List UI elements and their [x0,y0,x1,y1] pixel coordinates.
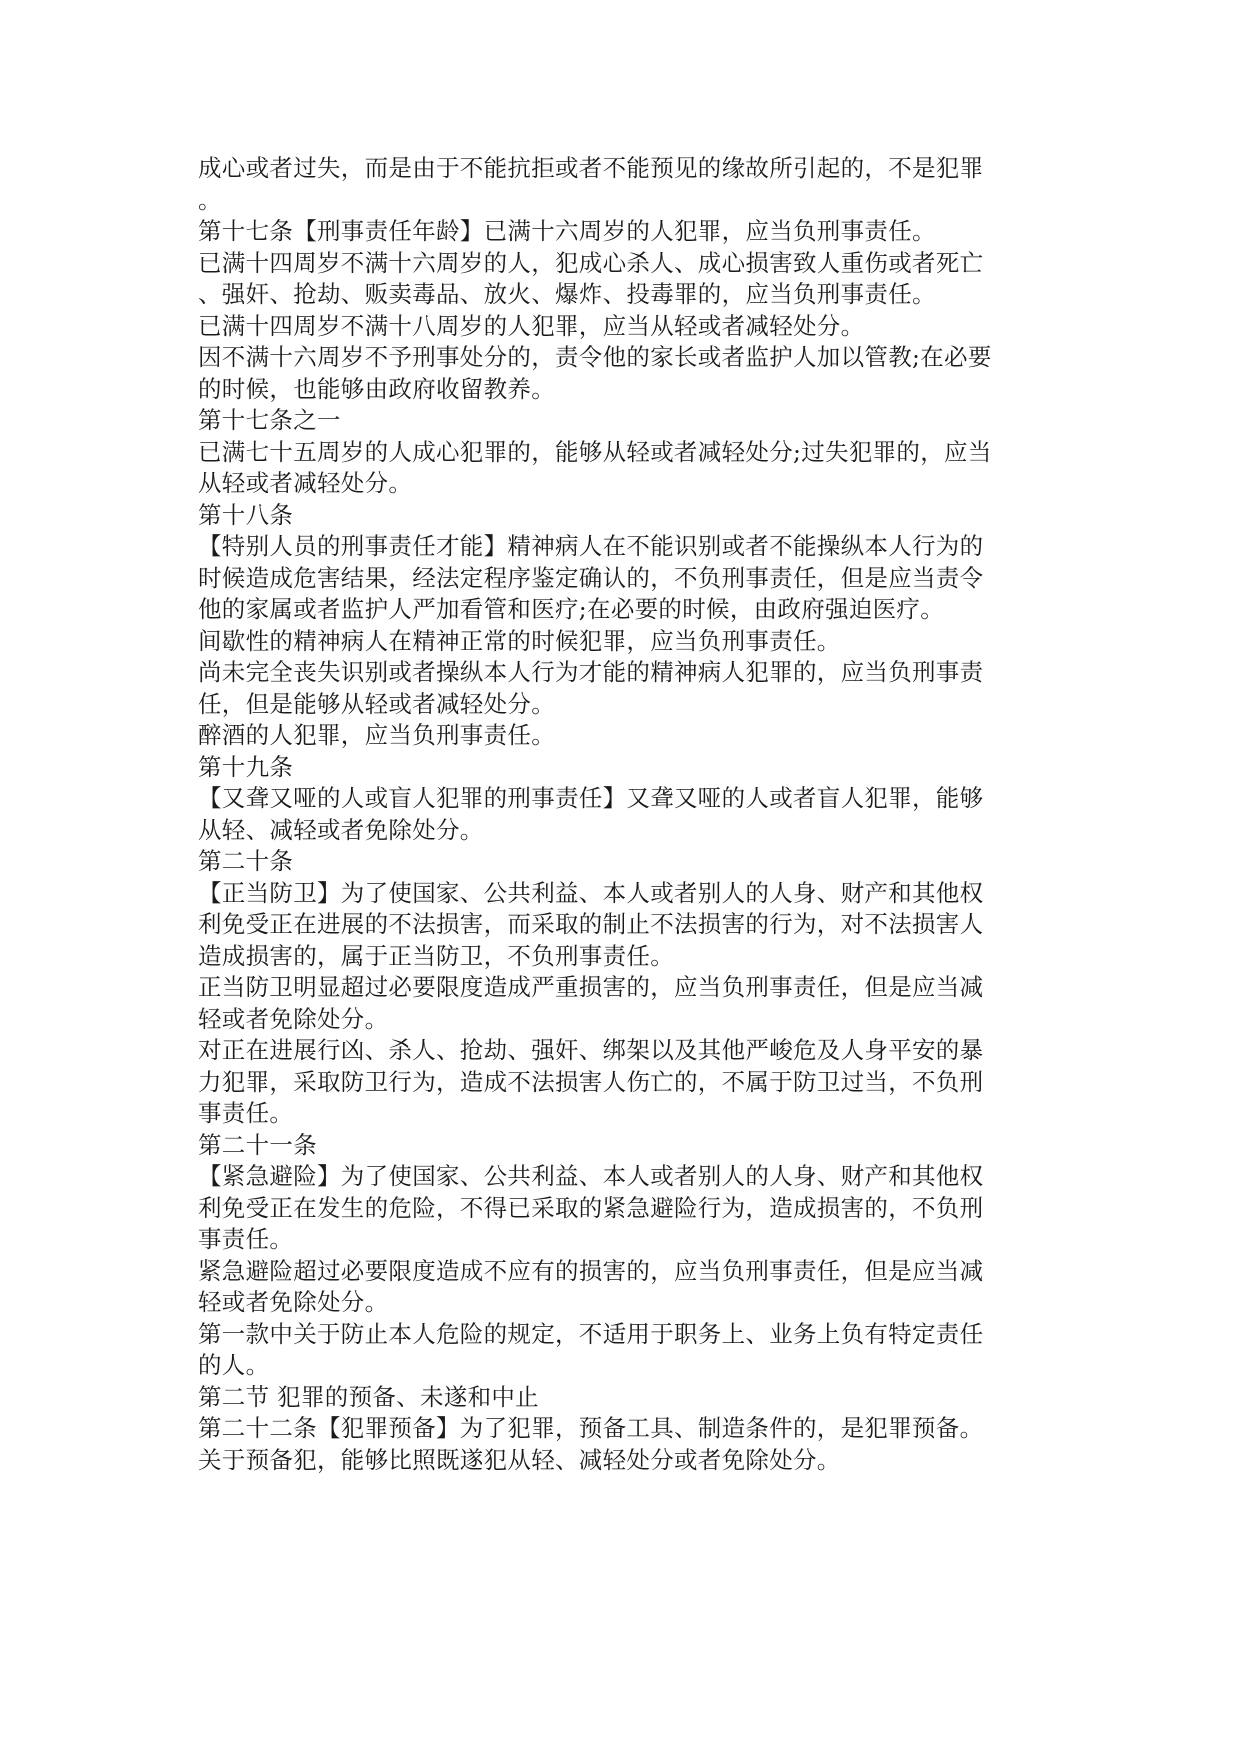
article-heading: 第二十二条【犯罪预备】为了犯罪，预备工具、制造条件的，是犯罪预备。 [198,1414,984,1442]
text-line: 【特别人员的刑事责任才能】精神病人在不能识别或者不能操纵本人行为的 [198,532,984,560]
text-line: 对正在进展行凶、杀人、抢劫、强奸、绑架以及其他严峻危及人身平安的暴 [198,1036,984,1064]
text-line: 关于预备犯，能够比照既遂犯从轻、减轻处分或者免除处分。 [198,1445,841,1474]
text-line: 轻或者免除处分。 [198,1288,389,1316]
article-heading: 第二十条 [198,847,294,875]
text-line: 事责任。 [198,1225,294,1253]
text-line: 轻或者免除处分。 [198,1004,389,1033]
text-line: 他的家属或者监护人严加看管和医疗;在必要的时候，由政府强迫医疗。 [198,595,945,623]
text-line: 事责任。 [198,1099,294,1127]
text-line: 从轻、减轻或者免除处分。 [198,815,484,844]
text-line: 紧急避险超过必要限度造成不应有的损害的，应当负刑事责任，但是应当减 [198,1256,984,1285]
text-line: 尚未完全丧失识别或者操纵本人行为才能的精神病人犯罪的，应当负刑事责 [198,658,984,686]
article-heading: 第十八条 [198,500,294,529]
article-heading: 第十九条 [198,752,294,781]
text-line: 成心或者过失，而是由于不能抗拒或者不能预见的缘故所引起的，不是犯罪 [198,154,984,182]
text-line: 【又聋又哑的人或盲人犯罪的刑事责任】又聋又哑的人或者盲人犯罪，能够 [198,784,984,812]
text-line: 间歇性的精神病人在精神正常的时候犯罪，应当负刑事责任。 [198,626,841,655]
section-heading: 第二节 犯罪的预备、未遂和中止 [198,1382,539,1411]
text-line: 从轻或者减轻处分。 [198,469,413,497]
text-line: 的人。 [198,1351,270,1379]
text-line: 、强奸、抢劫、贩卖毒品、放火、爆炸、投毒罪的，应当负刑事责任。 [198,280,936,308]
text-line: 力犯罪，采取防卫行为，造成不法损害人伤亡的，不属于防卫过当，不负刑 [198,1067,984,1096]
text-line: 【正当防卫】为了使国家、公共利益、本人或者别人的人身、财产和其他权 [198,878,984,907]
article-heading: 第十七条之一 [198,406,341,434]
text-line: 已满七十五周岁的人成心犯罪的，能够从轻或者减轻处分;过失犯罪的，应当 [198,437,992,466]
text-line: 造成损害的，属于正当防卫，不负刑事责任。 [198,941,674,970]
text-line: 第一款中关于防止本人危险的规定，不适用于职务上、业务上负有特定责任 [198,1319,984,1348]
text-line: 。 [198,185,222,214]
text-line: 因不满十六周岁不予刑事处分的，责令他的家长或者监护人加以管教;在必要 [198,343,992,371]
text-line: 利免受正在进展的不法损害，而采取的制止不法损害的行为，对不法损害人 [198,910,984,938]
text-line: 利免受正在发生的危险，不得已采取的紧急避险行为，造成损害的，不负刑 [198,1193,984,1222]
text-line: 【紧急避险】为了使国家、公共利益、本人或者别人的人身、财产和其他权 [198,1162,984,1190]
text-line: 醉酒的人犯罪，应当负刑事责任。 [198,721,555,749]
text-line: 已满十四周岁不满十八周岁的人犯罪，应当从轻或者减轻处分。 [198,311,865,340]
text-line: 已满十四周岁不满十六周岁的人，犯成心杀人、成心损害致人重伤或者死亡 [198,248,984,277]
document-body [198,153,1048,1476]
text-line: 正当防卫明显超过必要限度造成严重损害的，应当负刑事责任，但是应当减 [198,973,984,1001]
text-line: 任，但是能够从轻或者减轻处分。 [198,689,555,718]
article-heading: 第十七条【刑事责任年龄】已满十六周岁的人犯罪，应当负刑事责任。 [198,217,936,245]
article-heading: 第二十一条 [198,1130,317,1159]
text-line: 的时候，也能够由政府收留教养。 [198,374,555,403]
text-line: 时候造成危害结果，经法定程序鉴定确认的，不负刑事责任，但是应当责令 [198,563,984,592]
